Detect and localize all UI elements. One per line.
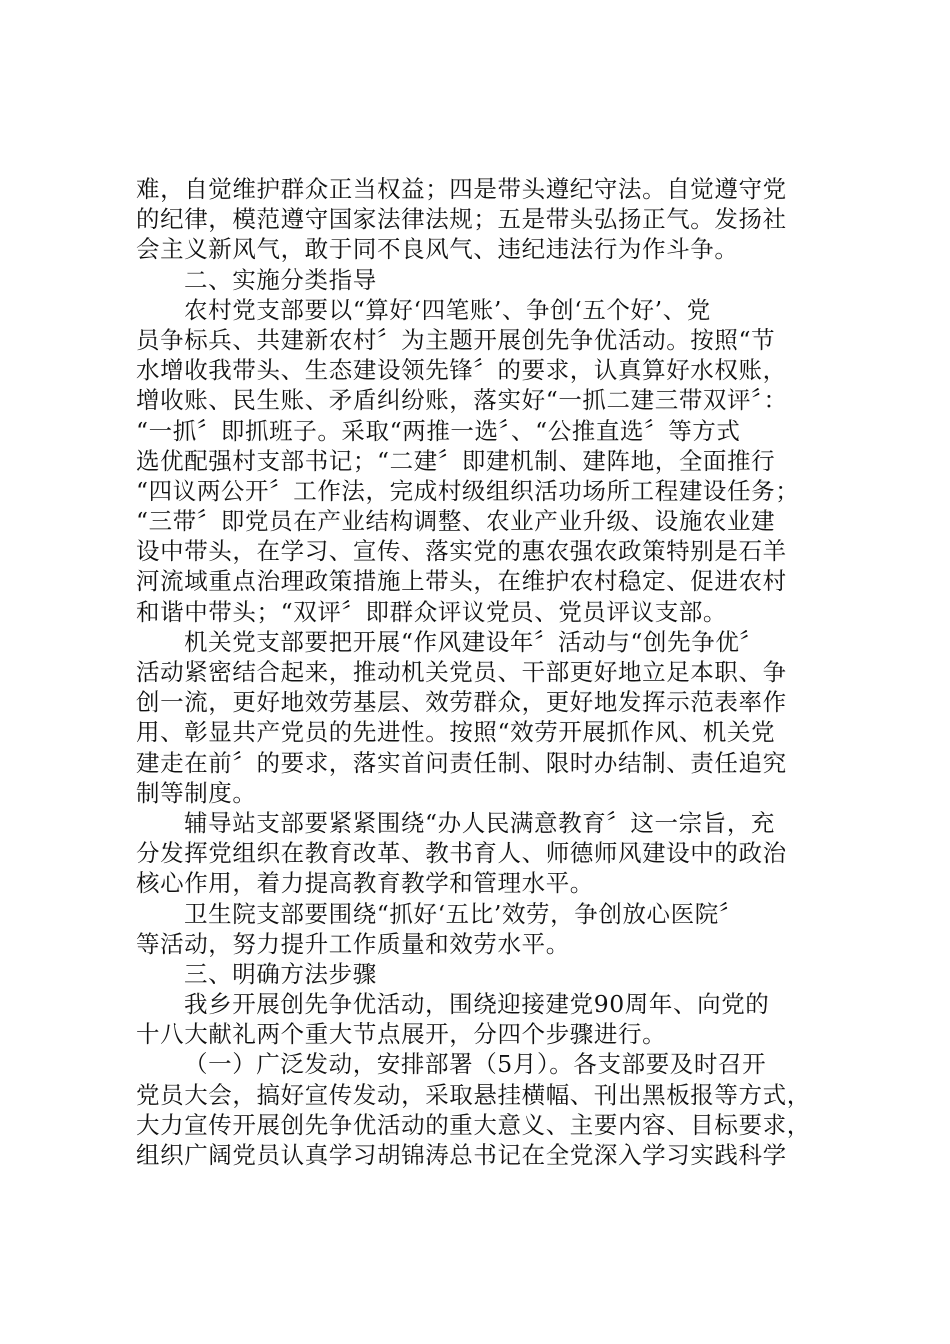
text-line: 十八大献礼两个重大节点展开，分四个步骤进行。 <box>136 1020 667 1049</box>
text-line: 二、实施分类指导 <box>184 265 377 294</box>
text-line: 核心作用，着力提高教育教学和管理水平。 <box>136 869 594 898</box>
text-line: 增收账、民生账、矛盾纠纷账，落实好“一抓二建三带双评〞： <box>136 386 788 415</box>
text-line: 党员大会，搞好宣传发动，采取悬挂横幅、刊出黑板报等方式， <box>136 1080 811 1109</box>
text-line: 活动紧密结合起来，推动机关党员、干部更好地立足本职、争 <box>136 658 787 686</box>
text-line: “三带〞即党员在产业结构调整、农业产业升级、设施农业建 <box>136 507 776 536</box>
text-line: 员争标兵、共建新农村〞为主题开展创先争优活动。按照“节 <box>136 325 776 354</box>
text-line: “一抓〞即抓班子。采取“两推一选〞、“公推直选〞等方式 <box>136 416 741 445</box>
text-line: 组织广阔党员认真学习胡锦涛总书记在全党深入学习实践科学 <box>136 1141 787 1169</box>
text-line: 等活动，努力提升工作质量和效劳水平。 <box>136 929 570 958</box>
text-line: 卫生院支部要围绕“抓好‘五比’效劳，争创放心医院〞 <box>184 899 743 928</box>
text-line: 农村党支部要以“算好‘四笔账’、争创‘五个好’、党 <box>184 295 711 324</box>
text-line: “四议两公开〞工作法，完成村级组织活功场所工程建设任务； <box>136 476 800 505</box>
text-line: 和谐中带头；“双评〞即群众评议党员、党员评议支部。 <box>136 597 728 626</box>
text-line: 分发挥党组织在教育改革、教书育人、师德师风建设中的政治 <box>136 839 787 868</box>
document-body <box>136 174 826 1170</box>
text-line: 辅导站支部要紧紧围绕“办人民满意教育〞这一宗旨，充 <box>184 808 776 837</box>
text-line: 水增收我带头、生态建设领先锋〞的要求，认真算好水权账， <box>136 356 787 385</box>
text-line: 选优配强村支部书记；“二建〞即建机制、建阵地，全面推行 <box>136 446 776 475</box>
text-line: 我乡开展创先争优活动，围绕迎接建党90周年、向党的 <box>184 990 770 1019</box>
text-line: 机关党支部要把开展“作风建设年〞活动与“创先争优〞 <box>184 627 764 656</box>
text-line: 河流域重点治理政策措施上带头，在维护农村稳定、促进农村 <box>136 567 787 596</box>
text-line: 会主义新风气，敢于同不良风气、违纪违法行为作斗争。 <box>136 235 739 264</box>
text-line: 制等制度。 <box>136 778 257 807</box>
text-line: 建走在前〞的要求，落实首问责任制、限时办结制、责任追究 <box>136 748 787 777</box>
text-line: 用、彰显共产党员的先进性。按照“效劳开展抓作风、机关党 <box>136 718 776 747</box>
text-line: 难，自觉维护群众正当权益；四是带头遵纪守法。自觉遵守党 <box>136 175 787 203</box>
text-line: （一）广泛发动，安排部署（5月）。各支部要及时召开 <box>184 1050 767 1079</box>
text-line: 设中带头，在学习、宣传、落实党的惠农强农政策特别是石羊 <box>136 537 787 566</box>
text-line: 的纪律，模范遵守国家法律法规；五是带头弘扬正气。发扬社 <box>136 205 787 234</box>
text-line: 大力宣传开展创先争优活动的重大意义、主要内容、目标要求， <box>136 1110 811 1139</box>
text-line: 三、明确方法步骤 <box>184 959 377 988</box>
text-line: 创一流，更好地效劳基层、效劳群众，更好地发挥示范表率作 <box>136 688 787 717</box>
